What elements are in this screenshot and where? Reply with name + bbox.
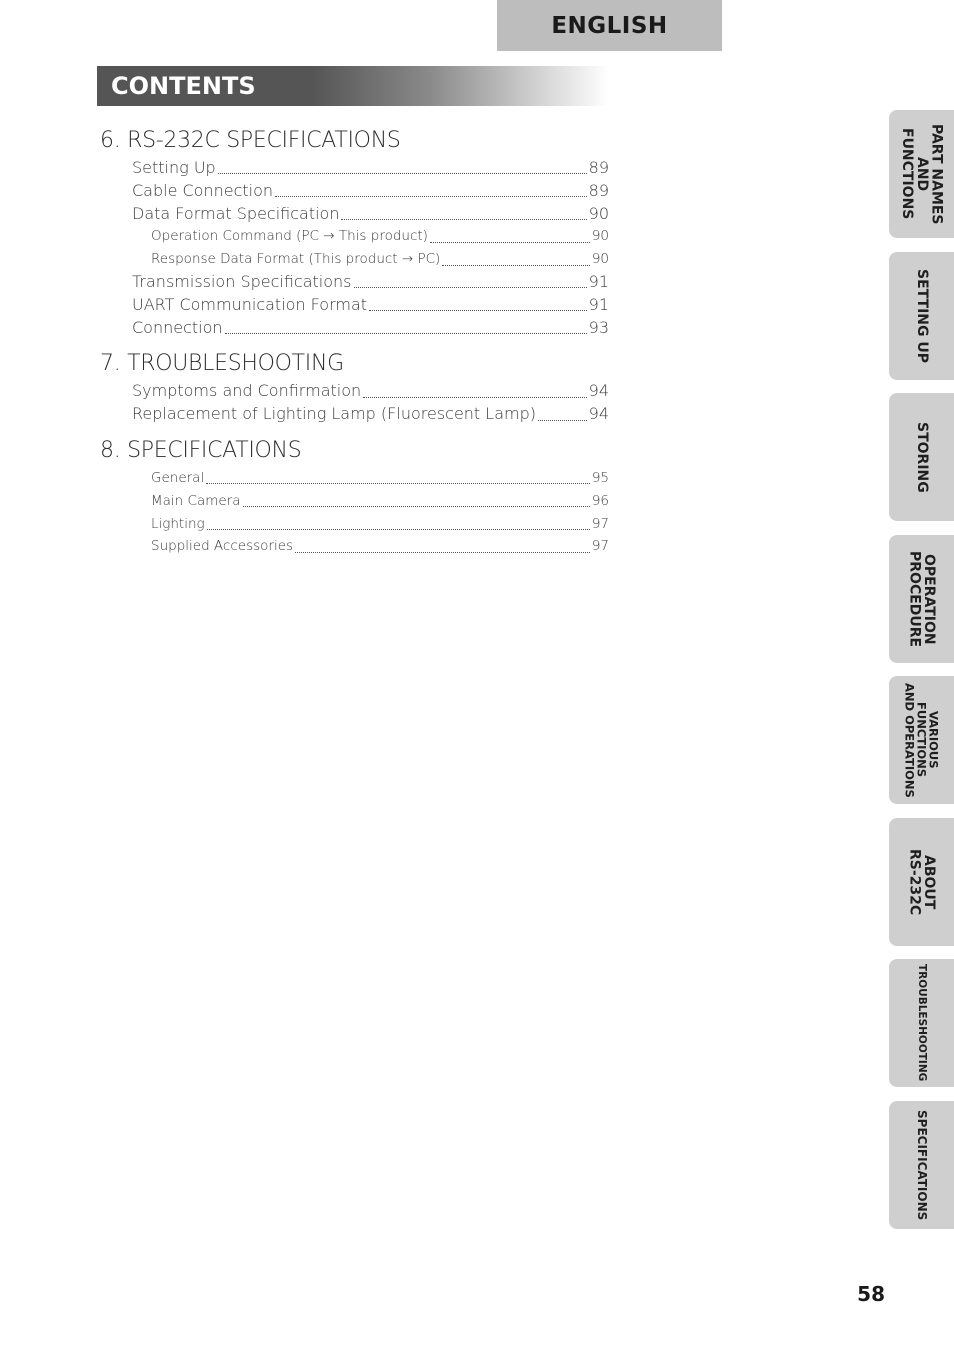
toc-entry[interactable] [100, 271, 609, 294]
dot-leader [538, 419, 587, 421]
tab-operation-procedure[interactable] [889, 535, 954, 663]
tab-label: ABOUT RS-232C [906, 848, 938, 916]
toc-entry[interactable] [100, 203, 609, 226]
toc-entry[interactable] [100, 317, 609, 340]
tab-label: TROUBLESHOOTING [916, 964, 928, 1082]
dot-leader [207, 528, 590, 530]
toc-entry-label: Replacement of Lighting Lamp (Fluorescent Lamp) [132, 404, 536, 424]
toc-section [100, 126, 609, 339]
section-title: 7. TROUBLESHOOTING [100, 351, 344, 377]
toc-entry-page: 96 [591, 492, 609, 509]
toc-entry[interactable] [100, 403, 609, 426]
tab-various-functions[interactable] [889, 676, 954, 804]
toc-entry-label: UART Communication Format [132, 294, 368, 314]
toc-entry[interactable] [100, 225, 609, 248]
toc-entry[interactable] [100, 467, 609, 490]
toc-entry-page: 95 [591, 469, 609, 486]
toc-entry-page: 93 [588, 317, 609, 337]
tab-about-rs232c[interactable] [889, 818, 954, 946]
section-title: 8. SPECIFICATIONS [100, 437, 302, 463]
dot-leader [243, 505, 590, 507]
toc-entry-page: 90 [588, 203, 609, 223]
toc-entry[interactable] [100, 180, 609, 203]
toc-entry[interactable] [100, 380, 609, 403]
toc-entry[interactable] [100, 294, 609, 317]
tab-part-names[interactable] [889, 110, 954, 238]
toc-entry[interactable] [100, 535, 609, 558]
page-title: CONTENTS [97, 66, 609, 106]
toc-entry-label: Main Camera [151, 492, 241, 509]
dot-leader [275, 195, 587, 197]
toc-entry[interactable] [100, 490, 609, 513]
tab-storing[interactable] [889, 393, 954, 521]
toc-entry-page: 91 [588, 294, 609, 314]
toc-entry-label: Lighting [151, 515, 205, 532]
toc-entry-label: Symptoms and Confirmation [132, 381, 362, 401]
section-tabs [889, 0, 954, 1352]
tab-label: SETTING UP [913, 269, 930, 363]
tab-label: SPECIFICATIONS [914, 1109, 929, 1221]
tab-label: PART NAMES AND FUNCTIONS [899, 123, 945, 225]
dot-leader [363, 396, 587, 398]
toc-entry-label: Data Format Specification [132, 203, 340, 223]
toc-section [100, 436, 609, 558]
toc-entry-label: Transmission Specifications [132, 271, 352, 291]
dot-leader [341, 218, 586, 220]
toc-entry-label: Cable Connection [132, 180, 274, 200]
toc-entry-page: 90 [591, 251, 609, 268]
tab-label: VARIOUS FUNCTIONS AND OPERATIONS [902, 682, 941, 798]
dot-leader [206, 482, 590, 484]
section-title: 6. RS-232C SPECIFICATIONS [100, 128, 401, 153]
dot-leader [442, 264, 589, 266]
toc-entry-label: Setting Up [132, 158, 216, 177]
toc-entry-label: Connection [132, 317, 223, 337]
toc-entry-page: 89 [588, 180, 609, 200]
dot-leader [295, 551, 590, 553]
dot-leader [218, 172, 587, 174]
tab-specifications[interactable] [889, 1101, 954, 1229]
tab-troubleshooting[interactable] [889, 959, 954, 1087]
tab-label: STORING [913, 421, 930, 493]
toc-entry[interactable] [100, 157, 609, 180]
toc-entry-label: Response Data Format (This product → PC) [151, 251, 441, 268]
toc-entry[interactable] [100, 513, 609, 536]
dot-leader [369, 309, 587, 311]
toc-entry-page: 94 [588, 404, 609, 424]
table-of-contents [100, 126, 609, 568]
toc-entry-label: General [151, 469, 205, 486]
dot-leader [354, 286, 587, 288]
dot-leader [430, 241, 590, 243]
toc-entry-label: Supplied Accessories [151, 538, 294, 555]
language-label: ENGLISH [497, 0, 722, 51]
toc-entry-page: 97 [591, 538, 609, 555]
tab-setting-up[interactable] [889, 252, 954, 380]
toc-entry-page: 94 [588, 381, 609, 401]
toc-section [100, 349, 609, 426]
toc-entry-page: 89 [588, 158, 609, 177]
toc-entry-page: 90 [591, 228, 609, 245]
toc-entry[interactable] [100, 248, 609, 271]
page-number: 58 [857, 1282, 885, 1306]
toc-entry-page: 91 [588, 271, 609, 291]
toc-entry-page: 97 [591, 515, 609, 532]
tab-label: OPERATION PROCEDURE [906, 550, 938, 648]
dot-leader [225, 332, 587, 334]
toc-entry-label: Operation Command (PC → This product) [151, 228, 428, 245]
